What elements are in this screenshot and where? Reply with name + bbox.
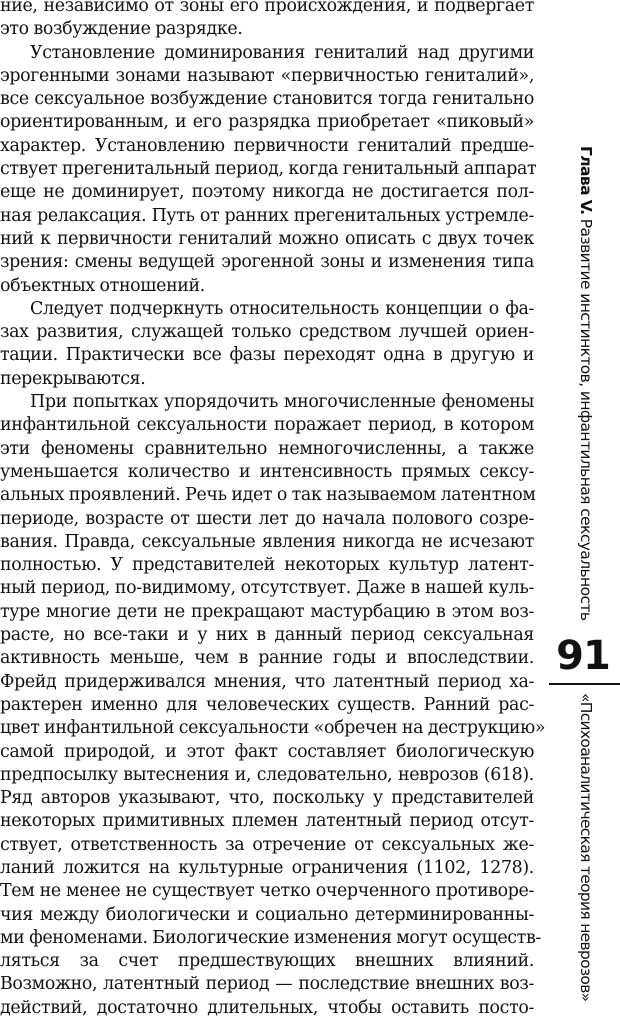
text-line: объектных отношений. [0,275,205,296]
text-line: уменьшается количество и интенсивность прямых сексу- [0,461,534,482]
chapter-label: Глава V. [577,146,595,215]
text-line: ствует прегенитальный период, когда генитальный аппарат [0,159,537,180]
text-line: Следует подчеркнуть относительность концепции о фа- [30,298,534,319]
text-line: эти феномены сравнительно немногочисленны, а также [0,438,534,459]
text-line: туре многие дети не прекращают мастурбацию в этом воз- [0,601,534,622]
text-line: еще не доминирует, поэтому никогда не достигается пол- [0,182,534,203]
text-line: периоде, возрасте от шести лет до начала полового созре- [0,508,534,529]
text-line: тации. Практически все фазы переходят одна в другую и [0,345,534,366]
text-line: эрогенными зонами называют «первичностью гениталий», [0,65,534,86]
text-line: рактерен именно для человеческих существ. Ранний рас- [0,694,534,715]
text-line: ние, независимо от зоны его происхождения, и подвергает [0,0,534,16]
page-number: 91 [556,633,610,679]
text-line: ориентированным, и его разрядка приобретает «пиковый» [0,112,534,133]
text-line: Возможно, латентный период — последствие внешних воз- [0,974,534,995]
text-line: зрения: смены ведущей эрогенной зоны и изменения типа [0,252,534,273]
text-line: зах развития, служащей только средством лучшей ориен- [0,322,534,343]
text-line: все сексуальное возбуждение становится тогда генитально [0,89,534,110]
book-title: «Психоаналитическая теория неврозов» [577,693,595,1002]
text-line: некоторых примитивных племен латентный период отсут- [0,811,534,832]
text-line: активность меньше, чем в ранние годы и впоследствии. [0,648,534,669]
text-line: Ряд авторов указывают, что, поскольку у представителей [0,788,534,809]
text-line: вания. Правда, сексуальные явления никогда не исчезают [0,531,534,552]
text-line: Установление доминирования гениталий над другими [30,42,534,63]
text-line: действий, достаточно длительных, чтобы оставить посто- [0,997,534,1018]
text-line: это возбуждение разрядке. [0,19,243,40]
text-line: ланий ложится на культурные ограничения (1102, 1278). [0,857,534,878]
text-line: характер. Установлению первичности гениталий предше- [0,135,534,156]
text-line: чия между биологически и социально детерминированны- [0,904,534,925]
text-line: ный период, по-видимому, отсутствует. Даже в нашей куль- [0,578,534,599]
text-line: самой природой, и этот факт составляет биологическую [0,741,534,762]
text-line: При попытках упорядочить многочисленные феномены [30,392,534,413]
text-line: ляться за счет предшествующих внешних влияний. [0,951,534,972]
text-line: полностью. У представителей некоторых культур латент- [0,555,534,576]
page-number-rule [549,683,620,685]
text-line: ствует, ответственность за отречение от сексуальных же- [0,834,534,855]
running-head [577,146,595,620]
text-line: цвет инфантильной сексуальности «обречен на деструкцию» [0,718,546,739]
text-line: ний к первичности гениталий можно описать с двух точек [0,228,534,249]
chapter-title: Развитие инстинктов, инфантильная сексуальность [577,218,595,621]
text-line: инфантильной сексуальности поражает период, в котором [0,415,534,436]
text-line: ми феноменами. Биологические изменения могут осуществ- [0,927,541,948]
text-line: расте, но все-таки и у них в данный период сексуальная [0,625,534,646]
text-line: предпосылку вытеснения и, следовательно, неврозов (618). [0,764,534,785]
text-line: перекрываются. [0,368,146,389]
text-line: Тем не менее не существует четко очерченного противоре- [0,881,534,902]
text-line: ная релаксация. Путь от ранних прегенитальных устремле- [0,205,534,226]
text-line: альных проявлений. Речь идет о так называемом латентном [0,485,536,506]
text-line: Фрейд придерживался мнения, что латентный период ха- [0,671,534,692]
